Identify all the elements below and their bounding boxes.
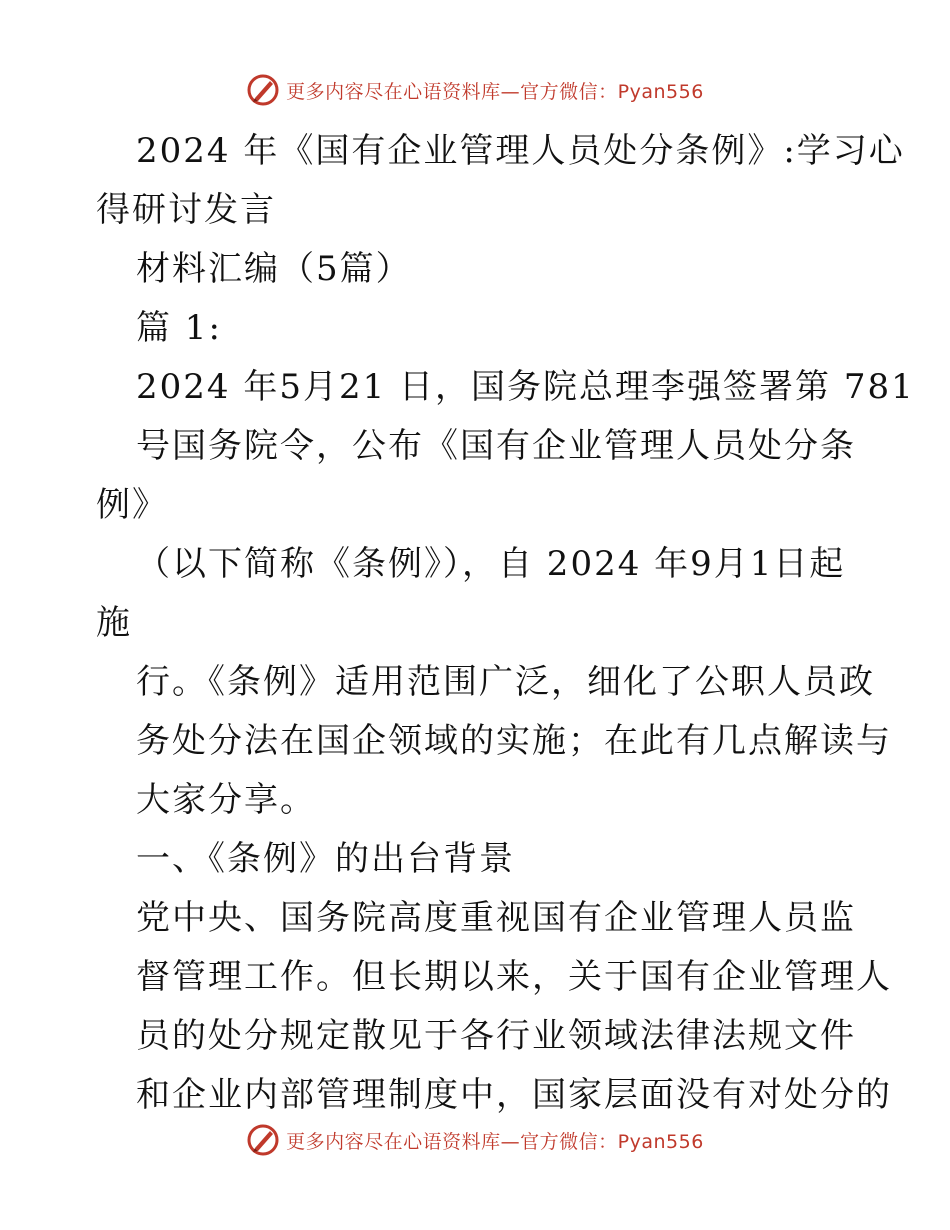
paragraph-line: 督管理工作。但长期以来，关于国有企业管理人: [136, 957, 892, 997]
paragraph-line: （以下简称《条例》），自 2024 年9月1日起: [136, 544, 846, 584]
pen-logo-icon: [246, 73, 280, 107]
paragraph-line: 例》: [96, 485, 168, 525]
paragraph-line: 大家分享。: [136, 780, 316, 820]
watermark-text: 更多内容尽在心语资料库—官方微信：Pyan556: [286, 80, 704, 103]
subtitle-line: 材料汇编（5篇）: [136, 249, 412, 289]
section-heading: 一、《条例》的出台背景: [136, 839, 515, 879]
paragraph-line: 施: [96, 603, 132, 643]
title-line-1: 2024 年《国有企业管理人员处分条例》:学习心: [136, 131, 905, 171]
paragraph-line: 号国务院令，公布《国有企业管理人员处分条: [136, 426, 856, 466]
paragraph-line: 2024 年5月21 日，国务院总理李强签署第 781: [136, 367, 915, 407]
watermark-text: 更多内容尽在心语资料库—官方微信：Pyan556: [286, 1130, 704, 1153]
paragraph-line: 党中央、国务院高度重视国有企业管理人员监: [136, 898, 856, 938]
watermark-banner-bottom: [0, 1118, 950, 1162]
paragraph-line: 员的处分规定散见于各行业领域法律法规文件: [136, 1016, 856, 1056]
paragraph-line: 和企业内部管理制度中，国家层面没有对处分的: [136, 1075, 892, 1115]
pen-logo-icon: [246, 1123, 280, 1157]
paragraph-line: 行。《条例》适用范围广泛，细化了公职人员政: [136, 662, 875, 702]
watermark-banner-top: [0, 68, 950, 112]
document-body: [96, 122, 915, 1125]
section-label: 篇 1:: [136, 308, 222, 348]
title-line-2: 得研讨发言: [96, 190, 276, 230]
paragraph-line: 务处分法在国企领域的实施；在此有几点解读与: [136, 721, 892, 761]
